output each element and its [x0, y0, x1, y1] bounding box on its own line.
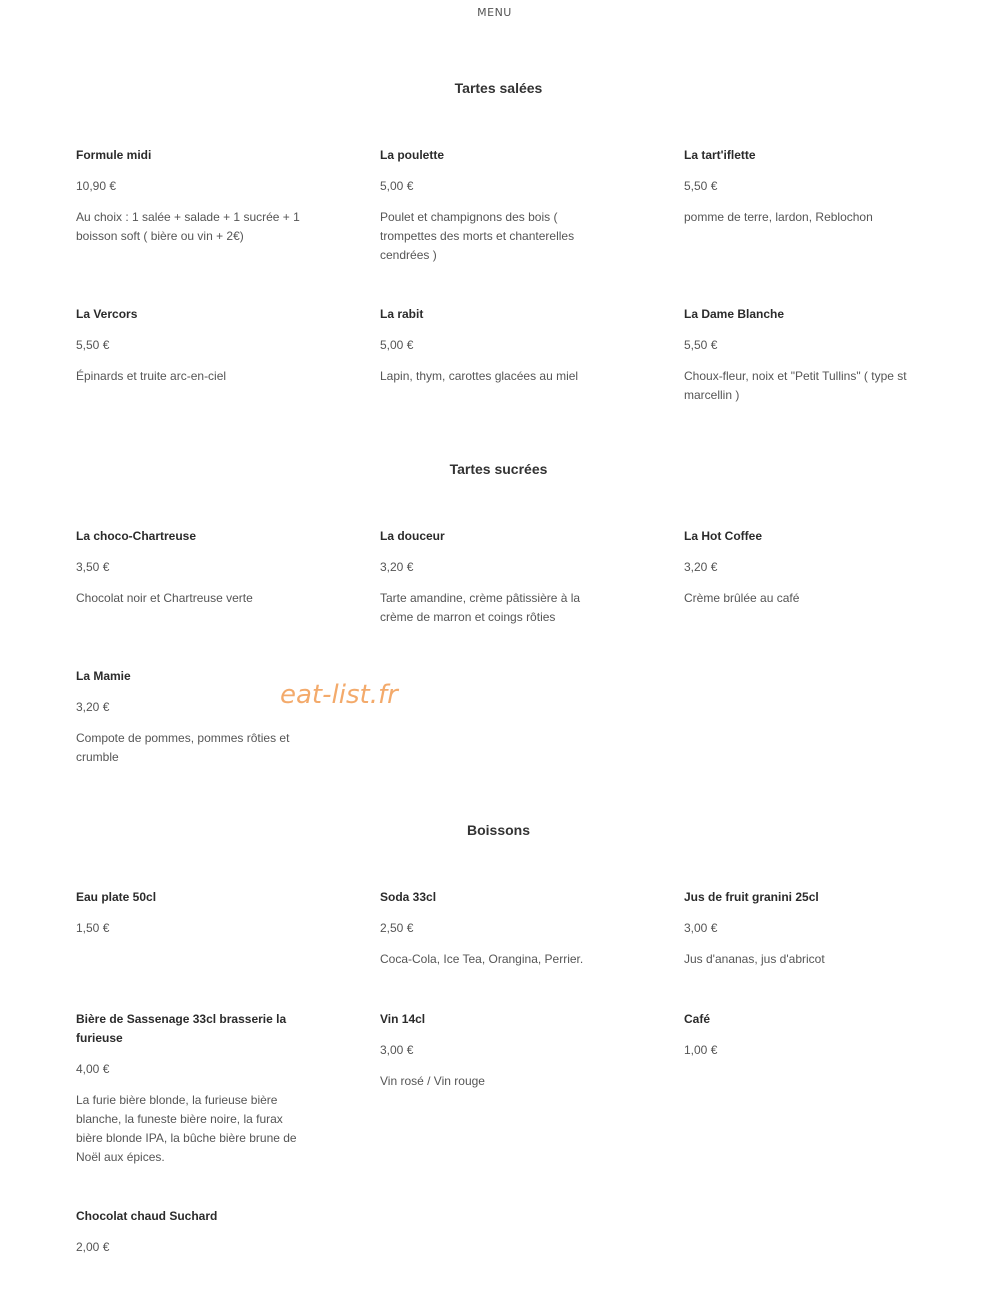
- item-name: Soda 33cl: [380, 890, 437, 904]
- item-name: La douceur: [380, 529, 445, 543]
- menu-item: [76, 667, 312, 767]
- item-price: 3,00 €: [380, 1043, 414, 1057]
- item-price: 5,00 €: [380, 179, 414, 193]
- menu-item: [76, 146, 312, 246]
- item-price: 3,20 €: [76, 700, 110, 714]
- item-price: 3,20 €: [684, 560, 718, 574]
- item-price: 4,00 €: [76, 1062, 110, 1076]
- item-price: 2,50 €: [380, 921, 414, 935]
- menu-item: [380, 527, 616, 627]
- menu-item: [380, 146, 616, 265]
- item-name: Jus de fruit granini 25cl: [684, 890, 819, 904]
- item-name: Café: [684, 1012, 711, 1026]
- menu-item: [684, 527, 920, 608]
- menu-item: [76, 1010, 312, 1167]
- section-title-tartes-sucrees: Tartes sucrées: [449, 461, 548, 477]
- item-description: Jus d'ananas, jus d'abricot: [684, 952, 825, 966]
- item-price: 2,00 €: [76, 1240, 110, 1254]
- item-price: 3,00 €: [684, 921, 718, 935]
- item-description: Lapin, thym, carottes glacées au miel: [380, 369, 579, 383]
- item-description: La furie bière blonde, la furieuse bière blanche, la funeste bière noire, la furax bière blonde IPA, la bûche bière brune de Noël aux épices.: [76, 1093, 297, 1164]
- item-name: La poulette: [380, 148, 445, 162]
- item-price: 5,50 €: [684, 338, 718, 352]
- item-description: Crème brûlée au café: [684, 591, 800, 605]
- item-name: Vin 14cl: [380, 1012, 426, 1026]
- item-name: Eau plate 50cl: [76, 890, 157, 904]
- menu-item: [76, 305, 312, 386]
- item-description: Épinards et truite arc-en-ciel: [76, 369, 227, 383]
- menu-item: [380, 1010, 616, 1091]
- item-name: La Vercors: [76, 307, 138, 321]
- item-price: 1,00 €: [684, 1043, 718, 1057]
- item-price: 5,00 €: [380, 338, 414, 352]
- item-name: Chocolat chaud Suchard: [76, 1209, 218, 1223]
- item-description: pomme de terre, lardon, Reblochon: [684, 210, 873, 224]
- item-name: La Hot Coffee: [684, 529, 762, 543]
- menu-header: MENU: [477, 6, 512, 19]
- watermark-text: eat-list.fr: [280, 680, 398, 710]
- item-name: La choco-Chartreuse: [76, 529, 197, 543]
- menu-item: [684, 146, 920, 227]
- item-description: Au choix : 1 salée + salade + 1 sucrée + 1 boisson soft ( bière ou vin + 2€): [76, 210, 300, 243]
- item-description: Vin rosé / Vin rouge: [380, 1074, 485, 1088]
- menu-item: [380, 305, 616, 386]
- section-title-tartes-salees: Tartes salées: [454, 80, 543, 96]
- item-description: Poulet et champignons des bois ( trompettes des morts et chanterelles cendrées ): [380, 210, 575, 262]
- menu-item: [380, 888, 616, 969]
- item-price: 3,20 €: [380, 560, 414, 574]
- item-price: 1,50 €: [76, 921, 110, 935]
- item-price: 5,50 €: [684, 179, 718, 193]
- item-name: La Dame Blanche: [684, 307, 785, 321]
- item-name: Formule midi: [76, 148, 152, 162]
- item-description: Choux-fleur, noix et "Petit Tullins" ( type st marcellin ): [684, 369, 907, 402]
- section-title-boissons: Boissons: [466, 822, 530, 838]
- item-name: La Mamie: [76, 669, 131, 683]
- item-price: 5,50 €: [76, 338, 110, 352]
- item-description: Tarte amandine, crème pâtissière à la crème de marron et coings rôties: [380, 591, 581, 624]
- item-description: Chocolat noir et Chartreuse verte: [76, 591, 253, 605]
- item-description: Compote de pommes, pommes rôties et crumble: [76, 731, 290, 764]
- item-price: 3,50 €: [76, 560, 110, 574]
- menu-item: [684, 888, 920, 969]
- menu-item: [76, 527, 312, 608]
- menu-item: [76, 888, 312, 938]
- menu-item: [684, 1010, 920, 1060]
- item-name: La tart'iflette: [684, 148, 756, 162]
- item-name: La rabit: [380, 307, 424, 321]
- item-price: 10,90 €: [76, 179, 117, 193]
- item-description: Coca-Cola, Ice Tea, Orangina, Perrier.: [380, 952, 584, 966]
- menu-item: [684, 305, 920, 405]
- menu-item: [76, 1207, 312, 1257]
- item-name: Bière de Sassenage 33cl brasserie la furieuse: [76, 1012, 287, 1045]
